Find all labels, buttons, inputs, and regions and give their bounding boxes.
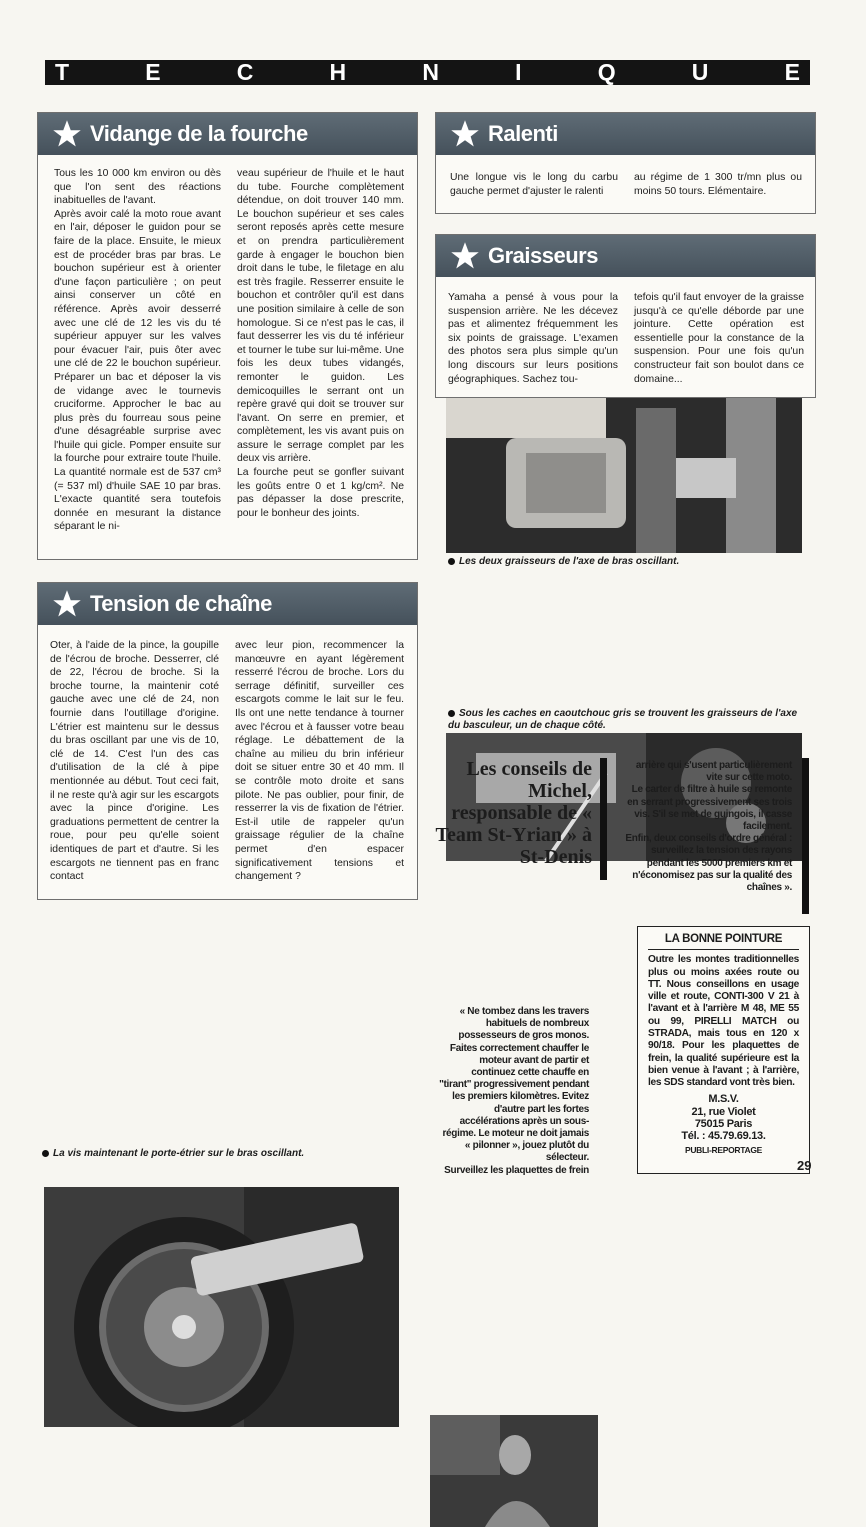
vidange-banner [38, 113, 417, 155]
bonne-pointure-title: LA BONNE POINTURE [664, 933, 783, 945]
tension-col-2: avec leur pion, recommencer la manœuvre en ayant légèrement resserré l'écrou de broche. Lors du serrage définitif, surveiller ces escargots comme le lait sur le feu. Ils ont une nette tendance à tourner avec l'écrou et à fausser votre beau réglage. Le débattement de la chaîne au milieu du brin inférieur doit se situer entre 30 et 40 mm. Il se contrôle moto droite et sans pilote. Ne pas oublier, pour finir, de resserrer la vis de fixation de l'étrier. Est-il utile de rappeler qu'un graissage régulier de la chaîne permet d'en espacer significativement tensions et changement ? [235, 640, 404, 883]
conseils-right-rule [802, 758, 809, 914]
header-letter: T [55, 59, 70, 85]
shop-address-1: 21, rue Violet [691, 1105, 756, 1118]
conseils-rule [600, 758, 607, 880]
star-icon [52, 119, 82, 149]
caliper-wheel-photo [44, 1187, 399, 1427]
header-letter: H [329, 59, 347, 85]
header-letter: Q [597, 59, 616, 85]
ralenti-title: Ralenti [488, 121, 558, 146]
graisseurs-banner [436, 235, 815, 277]
vidange-title: Vidange de la fourche [90, 121, 308, 146]
star-icon [450, 119, 480, 149]
rocker-caption-text: Sous les caches en caoutchouc gris se trouvent les graisseurs de l'axe du basculeur, un de chaque côté. [448, 708, 798, 731]
graisseurs-col-1: Yamaha a pensé à vous pour la suspension arrière. Ne les décevez pas et alimentez fréquemment les six points de graissage. L'examen des photos sera plus simple qu'un long discours sur leurs positions géographiques. Sachez tou- [448, 292, 618, 385]
shop-address-2: 75015 Paris [694, 1117, 753, 1130]
tension-title: Tension de chaîne [90, 591, 272, 616]
rocker-caption [448, 708, 808, 732]
bonne-pointure-box [637, 926, 810, 1174]
ralenti-col-1: Une longue vis le long du carbu gauche permet d'ajuster le ralenti [450, 172, 618, 197]
conseils-right-text: arrière qui s'usent particulièrement vite sur cette moto. Le carter de filtre à huile se remonte en serrant progressivement ses trois vis. S'il se met de guingois, il casse facilement. Enfin, deux conseils d'ordre général : surveillez la tension des rayons pendant les 5000 premiers km et n'économisez pas sur la qualité des chaînes ». [625, 760, 792, 894]
vidange-col-1: Tous les 10 000 km environ ou dès que l'on sent des réactions inabituelles de l'avant. Après avoir calé la moto roue avant en l'air, déposer le guidon pour se faire de la place. Ensuite, le mieux est de procéder bras par bras. Le bouchon supérieur est à orienter d'une façon particulière ; on peut ainsi conserver un côté en référence. Après avoir desserré avec une clé de 12 les vis du té supérieur appuyer sur les valves pour évacuer l'air, puis ôter avec une clé de 22 le bouchon supérieur. Préparer un bac et déposer la vis de vidange avec le tournevis cruciforme. Approcher le bac au plus près du fourreau sous peine d'une désagréable surprise avec l'huile qui gicle. Pomper ensuite sur la fourche pour extraire toute l'huile. La quantité normale est de 537 cm³ (= 537 ml) d'huile SAE 10 par bras. L'exacte quantité sera toutefois donnée en mesurant la distance séparant le ni- [54, 168, 221, 533]
graisseurs-title: Graisseurs [488, 243, 598, 268]
header-letter: E [145, 59, 161, 85]
shop-phone: Tél. : 45.79.69.13. [681, 1130, 766, 1143]
publi-reportage-label: PUBLI-REPORTAGE [684, 1145, 763, 1156]
caliper-caption [42, 1148, 412, 1160]
conseils-title: Les conseils de Michel, responsable de « Team St-Yrian » à St-Denis [435, 758, 592, 868]
graisseurs-section [435, 234, 816, 398]
header-letter: I [515, 59, 522, 85]
ralenti-banner [436, 113, 815, 155]
star-icon [450, 241, 480, 271]
page-number: 29 [797, 1158, 812, 1173]
vidange-col-2: veau supérieur de l'huile et le haut du tube. Fourche complètement détendue, on doit trouver 140 mm. Le bouchon supérieur et ses cales seront reposés après cette mesure et on prendra particulièrement garde à engager le bouchon bien droit dans le tube, le filetage en alu est très fragile. Resserrer ensuite le bouchon et contrôler qu'il est dans une position similaire à celle de son homologue. Si ce n'est pas le cas, il faut desserrer les vis du té inférieur et tourner le tube sur lui-même. Une fois les deux tubes vidangés, remonter le guidon. Les demicoquilles le serrant ont un repère gravé qui doit se trouver sur l'avant. On serre en premier, et complètement, les vis avant puis on assure le serrage complet par les deux vis arrière. La fourche peut se gonfler suivant les goûts entre 0 et 1 kg/cm². Ne pas dépasser la dose prescrite, pour le bonheur des joints. [237, 168, 404, 519]
shop-name: M.S.V. [708, 1093, 739, 1106]
bonne-pointure-body: Outre les montes traditionnelles plus ou moins axées route ou TT. Nous conseillons en usage ville et route, CONTI-300 V 21 à l'avant et à l'arrière M 48, ME 55 ou 99, PIRELLI MATCH ou STRADA, mais tous en 120 x 90/18. Pour les plaquettes de frein, la qualité supérieure est la bien venue à l'avant ; à l'arrière, les SDS standard vont très bien. [648, 954, 799, 1089]
wheel-photo-art [44, 1187, 399, 1427]
tension-banner [38, 583, 417, 625]
conseils-left-text: « Ne tombez dans les travers habituels de nombreux possesseurs de gros monos. Faites correctement chauffer le moteur avant de partir et continuez cette chauffe en "tirant" progressivement pendant les premiers kilomètres. Evitez d'autre part les fortes accélérations après un sous-régime. Le moteur ne doit jamais « pilonner », jouez plutôt du sélecteur. Surveillez les plaquettes de frein [439, 1006, 589, 1176]
header-letter: C [236, 59, 254, 85]
caliper-caption-text: La vis maintenant le porte-étrier sur le bras oscillant. [53, 1148, 305, 1159]
swingarm-caption [448, 556, 818, 568]
swingarm-photo-art [446, 398, 802, 553]
ralenti-col-2: au régime de 1 300 tr/mn plus ou moins 50 tours. Elémentaire. [634, 172, 802, 197]
star-icon [52, 589, 82, 619]
graisseurs-col-2: tefois qu'il faut envoyer de la graisse jusqu'à ce qu'elle déborde par une jointure. Cette opération est essentielle pour la constance de la suspension. Pour une fois qu'un constructeur fait son boulot dans ce domaine... [634, 292, 804, 385]
ralenti-section [435, 112, 816, 214]
swingarm-caption-text: Les deux graisseurs de l'axe de bras oscillant. [459, 556, 680, 567]
bullet-icon [448, 558, 455, 565]
tension-col-1: Oter, à l'aide de la pince, la goupille de l'écrou de broche. Desserrer, clé de 22, l'écrou de broche. Si la broche tourne, la maintenir coté gauche avec une clé de 24, non fournie dans l'outillage d'origine. L'étrier est maintenu sur le dessus du bras oscillant par une vis de 10, clé de 14. C'est l'un des cas d'utilisation de la clé à pipe mentionnée au début. Tout ceci fait, il ne reste qu'à agir sur les escargots avec la pince d'origine. Les graduations permettent de centrer la roue, pour peu qu'elle soient identiques de part et d'autre. Si les escargots ne tiennent pas en franc contact [50, 640, 219, 883]
header-letter: N [422, 59, 439, 85]
tension-section [37, 582, 418, 900]
portrait-art [430, 1415, 598, 1527]
swingarm-grease-photo [446, 398, 802, 553]
header-letter: U [691, 59, 709, 85]
technique-header [45, 60, 810, 85]
header-letter: E [784, 59, 800, 85]
bullet-icon [448, 710, 455, 717]
michel-portrait-photo [430, 1415, 598, 1527]
bullet-icon [42, 1150, 49, 1157]
vidange-section [37, 112, 418, 560]
